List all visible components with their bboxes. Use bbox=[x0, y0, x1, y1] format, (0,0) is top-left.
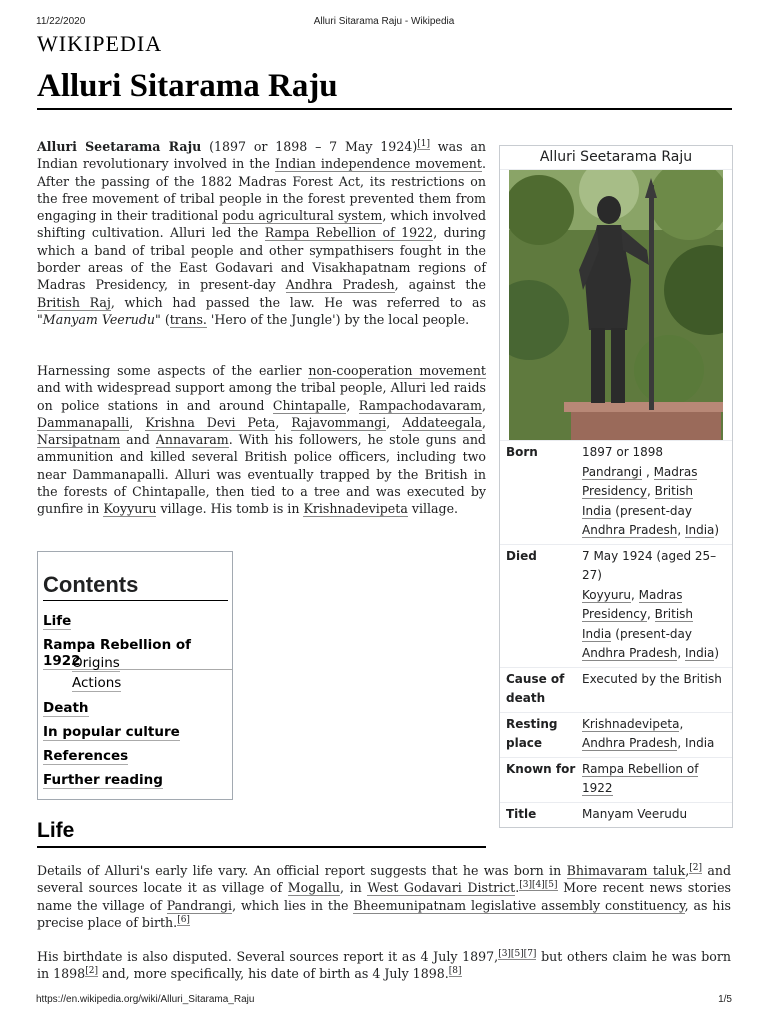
citation-link[interactable]: [1] bbox=[417, 138, 431, 149]
born-value bbox=[582, 443, 726, 541]
lead-text: Harnessing some aspects of the earlier bbox=[37, 363, 309, 378]
toc-item-origins[interactable]: Origins bbox=[72, 655, 120, 671]
page-number: 1/5 bbox=[718, 994, 732, 1005]
resting-label: Resting place bbox=[506, 716, 558, 750]
link-andhra-pradesh[interactable]: Andhra Pradesh bbox=[285, 277, 395, 293]
died-date: 7 May 1924 (aged 25–27) bbox=[582, 548, 717, 582]
resting-value bbox=[582, 715, 726, 754]
lead-text: and bbox=[120, 432, 156, 448]
known-value bbox=[582, 760, 726, 799]
link-rampa-rebellion[interactable]: Rampa Rebellion of 1922 bbox=[582, 761, 699, 795]
lead-text: was an Indian revolutionary involved in the bbox=[37, 139, 486, 172]
lead-text: village. His tomb is in bbox=[156, 501, 304, 517]
print-header bbox=[0, 16, 768, 30]
infobox-row-cause bbox=[500, 667, 732, 712]
link-non-cooperation[interactable]: non-cooperation movement bbox=[308, 363, 486, 378]
link-west-godavari[interactable]: West Godavari District bbox=[367, 880, 516, 896]
infobox-row-resting bbox=[500, 712, 732, 757]
print-footer bbox=[0, 994, 768, 1008]
value-sep: ) bbox=[714, 523, 720, 537]
link-koyyuru[interactable]: Koyyuru bbox=[103, 501, 157, 517]
body-text: but others claim he was born in 1898 bbox=[37, 949, 732, 982]
link-addateegala[interactable]: Addateegala bbox=[402, 414, 483, 430]
link-andhra-pradesh[interactable]: Andhra Pradesh bbox=[582, 646, 678, 660]
toc-title: Contents bbox=[43, 572, 228, 601]
citation-link[interactable]: [3][5][7] bbox=[498, 948, 537, 959]
born-date: 1897 or 1898 bbox=[582, 445, 663, 459]
section-heading-life: Life bbox=[37, 818, 486, 848]
print-url: https://en.wikipedia.org/wiki/Alluri_Sitarama_Raju bbox=[36, 994, 255, 1005]
link-bheemunipatnam[interactable]: Bheemunipatnam legislative assembly constituency bbox=[353, 897, 685, 913]
link-translation[interactable]: trans. bbox=[169, 311, 207, 327]
value-text: (present-day bbox=[611, 503, 692, 518]
lead-text: , during which a band of tribal people and other sympathisers fought in the border areas of the East Godavari and Visakhapatnam regions of Madras Presidency, in present-day bbox=[37, 225, 486, 293]
lead-text: , bbox=[386, 414, 403, 430]
infobox bbox=[499, 145, 733, 828]
lead-text: , bbox=[275, 414, 292, 430]
value-text: (present-day bbox=[611, 626, 692, 641]
lead-text: , bbox=[129, 414, 146, 430]
toc-item-further-reading[interactable]: Further reading bbox=[43, 772, 163, 788]
body-text: and several sources locate it as village of bbox=[37, 863, 732, 896]
body-text: and, more specifically, his date of birth as 4 July 1898. bbox=[97, 966, 449, 982]
body-text: More recent news stories name the village of bbox=[37, 880, 731, 913]
body-text: , which lies in the bbox=[232, 897, 354, 913]
link-madras-presidency[interactable]: Madras Presidency bbox=[582, 464, 698, 498]
lead-text: , bbox=[481, 397, 486, 413]
link-bhimavaram-taluk[interactable]: Bhimavaram taluk bbox=[566, 863, 686, 878]
citation-link[interactable]: [3][4][5] bbox=[519, 880, 558, 891]
link-podu[interactable]: podu agricultural system bbox=[222, 208, 383, 224]
link-krishna-devi-peta[interactable]: Krishna Devi Peta bbox=[145, 414, 276, 430]
link-pandrangi[interactable]: Pandrangi bbox=[166, 897, 233, 913]
cause-label: Cause of death bbox=[506, 671, 565, 705]
body-text: Details of Alluri's early life vary. An official report suggests that he was born in bbox=[37, 863, 567, 878]
link-rajavommangi[interactable]: Rajavommangi bbox=[291, 414, 387, 430]
table-of-contents bbox=[37, 551, 233, 800]
died-value bbox=[582, 547, 726, 664]
body-text: , in bbox=[340, 880, 368, 896]
link-andhra-pradesh[interactable]: Andhra Pradesh bbox=[582, 736, 678, 750]
body-text: , bbox=[685, 863, 690, 878]
statue-image[interactable] bbox=[509, 170, 723, 440]
link-rampa-rebellion[interactable]: Rampa Rebellion of 1922 bbox=[264, 225, 434, 241]
lead-text: " ( bbox=[155, 311, 170, 327]
nickname: Manyam Veerudu bbox=[42, 311, 156, 327]
title-label: Title bbox=[506, 806, 537, 821]
toc-item-life[interactable]: Life bbox=[43, 613, 72, 629]
lead-text: , bbox=[346, 397, 359, 413]
link-annavaram[interactable]: Annavaram bbox=[155, 432, 229, 448]
body-text: His birthdate is also disputed. Several sources report it as 4 July 1897, bbox=[37, 949, 499, 964]
link-british-raj[interactable]: British Raj bbox=[37, 294, 111, 310]
infobox-title: Alluri Seetarama Raju bbox=[500, 146, 732, 170]
link-krishnadevipeta[interactable]: Krishnadevipeta bbox=[303, 501, 408, 517]
link-chintapalle[interactable]: Chintapalle bbox=[272, 397, 347, 413]
subject-name: Alluri Seetarama Raju bbox=[37, 139, 202, 154]
lead-text: , bbox=[482, 414, 487, 430]
lead-paragraph-2 bbox=[37, 362, 486, 518]
lead-text: . With his followers, he stole guns and ammunition and killed several British police officers, including two near Dammanapalli. Alluri was eventually trapped by the British in the forests of Chintapalle, then tied to a tree and was executed by gunfire in bbox=[37, 432, 486, 517]
link-british-india[interactable]: British India bbox=[582, 484, 694, 518]
link-india[interactable]: India bbox=[684, 646, 715, 660]
link-indian-independence-movement[interactable]: Indian independence movement bbox=[275, 156, 482, 172]
known-label: Known for bbox=[506, 761, 576, 776]
citation-link[interactable]: [2] bbox=[689, 862, 702, 873]
toc-item-rampa-rebellion[interactable]: Rampa Rebellion of 1922 bbox=[43, 637, 232, 670]
citation-link[interactable]: [8] bbox=[448, 966, 462, 977]
infobox-row-died bbox=[500, 544, 732, 667]
title-value: Manyam Veerudu bbox=[582, 806, 688, 821]
toc-item-references[interactable]: References bbox=[43, 748, 129, 764]
lead-text: , which involved shifting cultivation. Alluri led the bbox=[37, 208, 487, 241]
toc-item-popular-culture[interactable]: In popular culture bbox=[43, 724, 180, 740]
link-koyyuru[interactable]: Koyyuru bbox=[582, 587, 631, 602]
link-mogallu[interactable]: Mogallu bbox=[287, 880, 340, 896]
value-sep: , bbox=[630, 587, 639, 602]
cause-value: Executed by the British bbox=[582, 671, 722, 686]
body-text: , as his precise place of birth. bbox=[37, 897, 731, 930]
infobox-row-title bbox=[500, 802, 732, 828]
wikipedia-wordmark[interactable]: WIKIPEDIA bbox=[37, 31, 163, 56]
value-text: , India bbox=[677, 736, 715, 750]
value-sep: ) bbox=[714, 646, 720, 660]
link-pandrangi[interactable]: Pandrangi bbox=[582, 464, 643, 479]
body-text: . bbox=[515, 880, 520, 896]
citation-link[interactable]: [6] bbox=[177, 914, 190, 925]
value-sep: , bbox=[677, 523, 685, 537]
lead-text: . After the passing of the 1882 Madras Forest Act, its restrictions on the free movement of tribal people in the forest prevented them from engaging in their traditional bbox=[37, 156, 486, 224]
link-dammanapalli[interactable]: Dammanapalli bbox=[37, 414, 130, 430]
lead-paragraph-1 bbox=[37, 138, 486, 328]
born-label: Born bbox=[506, 445, 538, 459]
value-sep: , bbox=[677, 646, 685, 660]
link-krishnadevipeta[interactable]: Krishnadevipeta bbox=[582, 716, 680, 731]
infobox-row-born bbox=[500, 440, 732, 544]
link-madras-presidency[interactable]: Madras Presidency bbox=[582, 587, 683, 621]
toc-item-death[interactable]: Death bbox=[43, 700, 89, 716]
life-paragraph-2 bbox=[37, 948, 731, 983]
link-india[interactable]: India bbox=[684, 523, 715, 537]
print-date: 11/22/2020 bbox=[36, 16, 86, 27]
page-title: Alluri Sitarama Raju bbox=[37, 66, 732, 110]
lead-text: and with widespread support among the tribal people, Alluri led raids on police stations in and around bbox=[37, 380, 486, 413]
infobox-row-known bbox=[500, 757, 732, 802]
link-british-india[interactable]: British India bbox=[582, 607, 694, 641]
print-title: Alluri Sitarama Raju - Wikipedia bbox=[313, 16, 455, 27]
lead-text: (1897 or 1898 – 7 May 1924) bbox=[201, 139, 418, 154]
lead-text: , which had passed the law. He was referred to as " bbox=[37, 294, 487, 327]
life-paragraph-1 bbox=[37, 862, 731, 931]
lead-text: , against the bbox=[394, 277, 486, 293]
citation-link[interactable]: [2] bbox=[85, 966, 98, 977]
link-andhra-pradesh[interactable]: Andhra Pradesh bbox=[582, 523, 678, 537]
value-sep: , bbox=[642, 464, 654, 479]
value-sep: , bbox=[646, 484, 655, 498]
value-sep: , bbox=[679, 716, 684, 731]
lead-text: 'Hero of the Jungle') by the local people. bbox=[206, 311, 470, 327]
toc-item-actions[interactable]: Actions bbox=[72, 675, 122, 691]
link-narsipatnam[interactable]: Narsipatnam bbox=[37, 432, 121, 448]
value-sep: , bbox=[646, 607, 655, 621]
lead-text: village. bbox=[407, 501, 459, 517]
died-label: Died bbox=[506, 548, 537, 563]
link-rampachodavaram[interactable]: Rampachodavaram bbox=[358, 397, 482, 413]
